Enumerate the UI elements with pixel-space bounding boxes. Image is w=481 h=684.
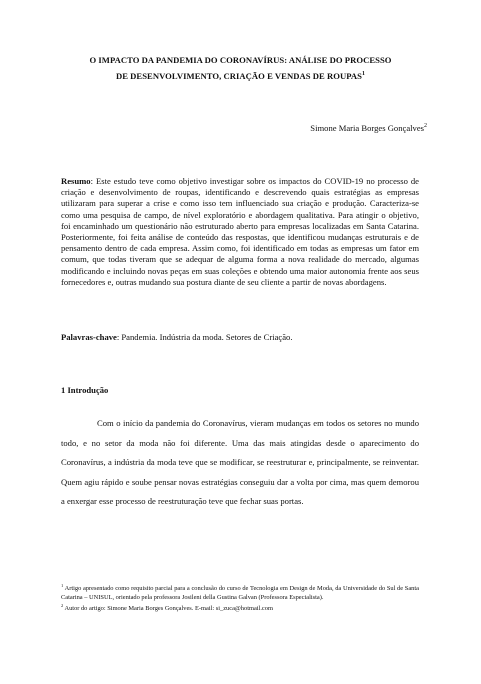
- footnote-1: [61, 582, 419, 602]
- paper-title: [40, 52, 441, 84]
- title-line-2: [40, 68, 441, 84]
- footnotes: [61, 582, 419, 617]
- section-heading: 1 Introdução: [61, 385, 109, 395]
- author-name-text: Simone Maria Borges Gonçalves: [310, 123, 424, 133]
- footnote-1-mark: 1: [61, 582, 64, 588]
- footnote-2: [61, 605, 419, 614]
- title-footnote-mark: 1: [362, 71, 366, 78]
- keywords-text: : Pandemia. Indústria da moda. Setores de Criação.: [116, 332, 293, 342]
- keywords: [61, 331, 419, 343]
- title-line-1: O IMPACTO DA PANDEMIA DO CORONAVÍRUS: ANÁLISE DO PROCESSO: [89, 55, 392, 65]
- abstract: [61, 176, 419, 288]
- title-line-2-text: DE DESENVOLVIMENTO, CRIAÇÃO E VENDAS DE ROUPAS: [115, 71, 362, 81]
- abstract-text: : Este estudo teve como objetivo investigar sobre os impactos do COVID-19 no processo de criação e desenvolvimento de roupas, identificando e descrevendo quais estratégias as empresas utilizaram para superar a crise e como isso tem influenciado sua criação e produção. Caracteriza-se como uma pesquisa de campo, de nível exploratório e abordagem qualitativa. Para atingir o objetivo, foi encaminhado um questionário não estruturado aberto para empresas localizadas em Santa Catarina. Posteriormente, foi feita análise de conteúdo das respostas, que identificou mudanças estruturais e de pensamento dentro de cada empresa. Assim como, foi identificado em todas as empresas um fator em comum, que todas tiveram que se adequar de alguma forma a nova realidade do mercado, algumas modificando e incluindo novas peças em suas coleções e obtendo uma maior autonomia frente aos seus fornecedores e, outras mudando sua postura diante de seu cliente a partir de novas abordagens.: [61, 176, 419, 287]
- intro-paragraph: Com o início da pandemia do Coronavírus, vieram mudanças em todos os setores no mundo todo, e no setor da moda não foi diferente. Uma das mais atingidas desde o aparecimento do Coronavírus, a indústria da moda teve que se modificar, se reestruturar e, principalmente, se reinventar. Quem agiu rápido e soube pensar novas estratégias conseguiu dar a volta por cima, mas quem demorou a enxergar esse processo de reestruturação teve que fechar suas portas.: [61, 418, 419, 507]
- abstract-label: Resumo: [61, 176, 91, 186]
- footnote-2-mark: 2: [61, 603, 64, 609]
- footnote-1-text: Artigo apresentado como requisito parcial para a conclusão do curso de Tecnologia em Design de Moda, da Universidade do Sul de Santa Catarina – UNISUL, orientado pela professora Josileni della Gustina Galvan (Professora Especialista).: [61, 585, 419, 601]
- footnote-2-text: Autor do artigo: Simone Maria Borges Gonçalves. E-mail: si_zuca@hotmail.com: [63, 605, 273, 613]
- keywords-label: Palavras-chave: [61, 332, 117, 342]
- author-name: [310, 122, 427, 134]
- author-footnote-mark: 2: [423, 123, 427, 130]
